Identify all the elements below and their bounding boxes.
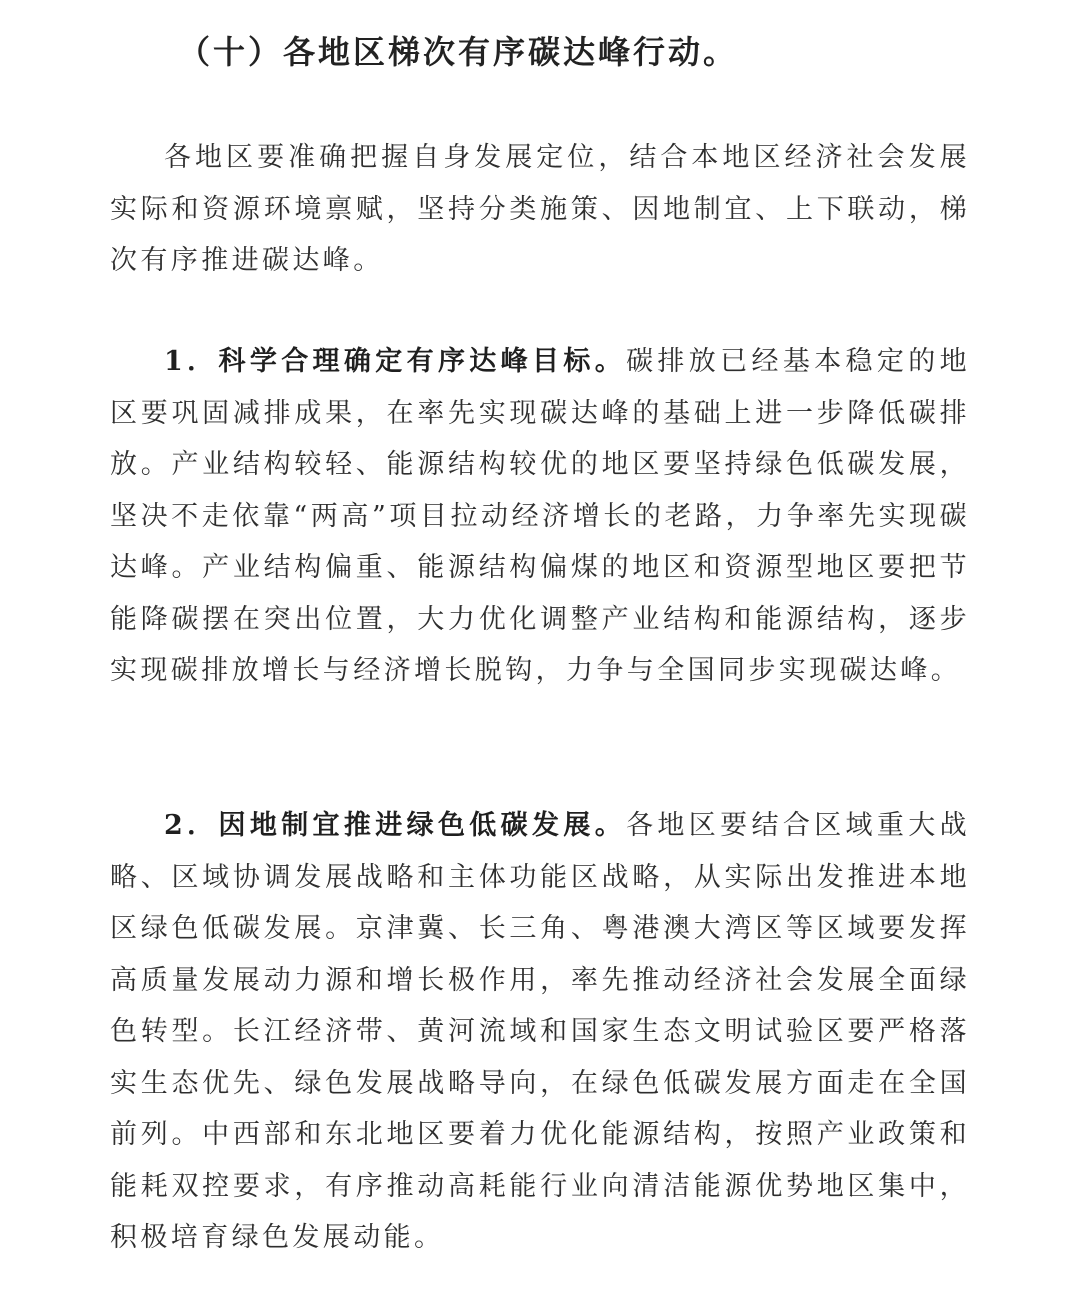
item-2-heading: 2．因地制宜推进绿色低碳发展。: [164, 810, 627, 841]
item-1-body: 碳排放已经基本稳定的地区要巩固减排成果，在率先实现碳达峰的基础上进一步降低碳排放。产业结构较轻、能源结构较优的地区要坚持绿色低碳发展，坚决不走依靠“两高”项目拉动经济增长的老路，力争率先实现碳达峰。产业结构偏重、能源结构偏煤的地区和资源型地区要把节能降碳摆在突出位置，大力优化调整产业结构和能源结构，逐步实现碳排放增长与经济增长脱钩，力争与全国同步实现碳达峰。: [110, 346, 970, 686]
intro-paragraph: 各地区要准确把握自身发展定位，结合本地区经济社会发展实际和资源环境禀赋，坚持分类施策、因地制宜、上下联动，梯次有序推进碳达峰。: [110, 142, 970, 276]
item-1-heading: 1．科学合理确定有序达峰目标。: [164, 346, 627, 377]
section-title: （十）各地区梯次有序碳达峰行动。: [178, 33, 739, 71]
item-1-paragraph: [110, 336, 970, 697]
item-2-body: 各地区要结合区域重大战略、区域协调发展战略和主体功能区战略，从实际出发推进本地区绿色低碳发展。京津冀、长三角、粤港澳大湾区等区域要发挥高质量发展动力源和增长极作用，率先推动经济社会发展全面绿色转型。长江经济带、黄河流域和国家生态文明试验区要严格落实生态优先、绿色发展战略导向，在绿色低碳发展方面走在全国前列。中西部和东北地区要着力优化能源结构，按照产业政策和能耗双控要求，有序推动高耗能行业向清洁能源优势地区集中，积极培育绿色发展动能。: [110, 810, 970, 1253]
item-2-paragraph: [110, 800, 970, 1264]
